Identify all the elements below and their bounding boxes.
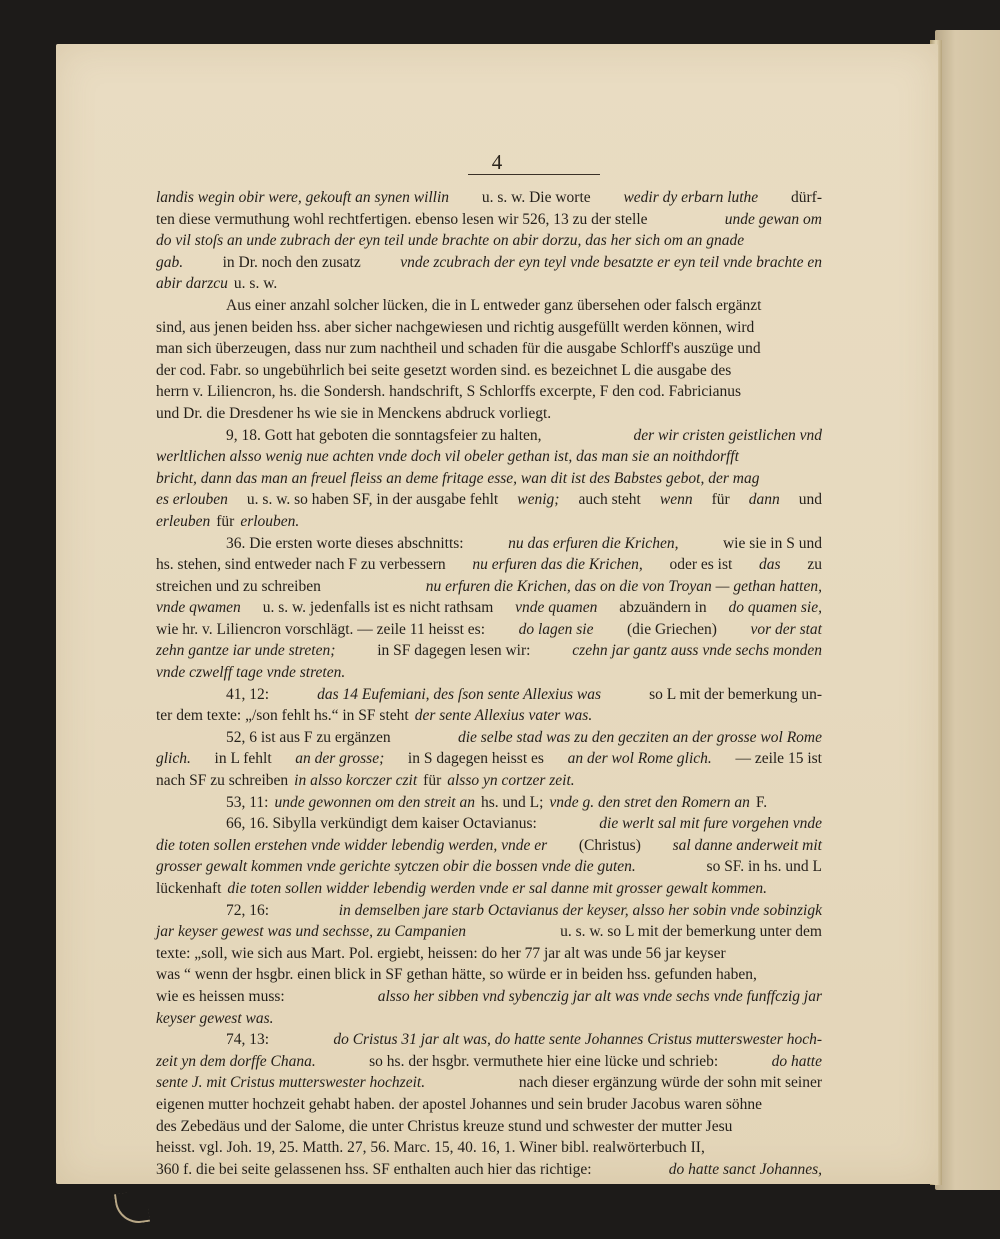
text-segment: 66, 16. Sibylla verkündigt dem kaiser Octavianus: bbox=[226, 815, 537, 833]
text-line bbox=[156, 403, 822, 425]
text-segment: (die Griechen) bbox=[627, 620, 717, 638]
text-line bbox=[156, 1029, 822, 1051]
text-line bbox=[156, 511, 822, 533]
text-segment: in S dagegen heisst es bbox=[407, 750, 544, 768]
quoted-text: czehn jar gantz auss vnde sechs monden bbox=[572, 642, 822, 660]
quoted-text: an der grosse; bbox=[295, 750, 385, 768]
text-line bbox=[156, 187, 822, 209]
text-segment: sind, aus jenen beiden hss. aber sicher nachgewiesen und richtig ausgefüllt werden können, wird bbox=[156, 318, 755, 336]
quoted-text: do hatte bbox=[771, 1052, 822, 1070]
body-text bbox=[156, 187, 822, 1180]
text-line bbox=[156, 705, 822, 727]
text-segment: u. s. w. Die worte bbox=[481, 189, 591, 206]
text-segment: Aus einer anzahl solcher lücken, die in L entweder ganz übersehen oder falsch ergänzt bbox=[226, 296, 762, 314]
quoted-text: vnde qwamen bbox=[156, 599, 241, 617]
text-line bbox=[156, 273, 822, 295]
text-segment: so hs. der hsgbr. vermuthete hier eine lücke und schrieb: bbox=[369, 1052, 719, 1070]
text-segment: nach dieser ergänzung würde der sohn mit seiner bbox=[518, 1074, 822, 1092]
text-segment: 360 f. die bei seite gelassenen hss. SF enthalten auch hier das richtige: bbox=[156, 1160, 592, 1178]
text-line bbox=[156, 619, 822, 641]
text-line bbox=[156, 964, 822, 986]
quoted-text: glich. bbox=[156, 750, 191, 768]
quoted-text: in alsso korczer czit bbox=[294, 772, 418, 790]
quoted-text: der sente Allexius vater was. bbox=[414, 707, 593, 725]
text-segment: so L mit der bemerkung un- bbox=[649, 685, 822, 703]
text-segment: hs. und L; bbox=[480, 793, 544, 811]
quoted-text: werltlichen alsso wenig nue achten vnde doch vil obeler gethan ist, das man sie an noithdorfft bbox=[156, 448, 739, 466]
text-segment: hs. stehen, sind entweder nach F zu verbessern bbox=[156, 556, 446, 574]
text-line bbox=[156, 770, 822, 792]
quoted-text: do quamen sie, bbox=[728, 599, 822, 617]
text-line bbox=[156, 468, 822, 490]
text-line bbox=[156, 921, 822, 943]
quoted-text: grosser gewalt kommen vnde gerichte sytczen obir die bossen vnde die guten. bbox=[156, 858, 636, 876]
text-segment: u. s. w. bbox=[233, 275, 278, 293]
quoted-text: vor der stat bbox=[750, 620, 822, 638]
text-segment: ten diese vermuthung wohl rechtfertigen. ebenso lesen wir 526, 13 zu der stelle bbox=[156, 210, 648, 228]
text-line bbox=[156, 1051, 822, 1073]
quoted-text: vnde quamen bbox=[515, 599, 598, 617]
text-segment: 36. Die ersten worte dieses abschnitts: bbox=[226, 534, 464, 552]
quoted-text: die toten sollen widder lebendig werden vnde er sal danne mit grosser gewalt kommen. bbox=[227, 880, 767, 897]
text-line bbox=[156, 295, 822, 317]
text-line bbox=[156, 209, 822, 231]
quoted-text: alsso her sibben vnd sybenczig jar alt was vnde sechs vnde funffczig jar bbox=[377, 987, 822, 1005]
text-line bbox=[156, 835, 822, 857]
text-segment: wie es heissen muss: bbox=[156, 987, 285, 1005]
text-line bbox=[156, 1072, 822, 1094]
text-segment: für bbox=[216, 512, 235, 530]
quoted-text: do lagen sie bbox=[518, 620, 594, 638]
quoted-text: an der wol Rome glich. bbox=[567, 750, 712, 768]
text-line bbox=[156, 640, 822, 662]
quoted-text: sente J. mit Cristus mutterswester hochzeit. bbox=[156, 1074, 426, 1092]
quoted-text: gab. bbox=[156, 253, 184, 271]
quoted-text: die werlt sal mit fure vorgehen vnde bbox=[599, 815, 822, 833]
quoted-text: der wir cristen geistlichen vnd bbox=[633, 426, 822, 444]
text-line bbox=[156, 900, 822, 922]
text-segment: 52, 6 ist aus F zu ergänzen bbox=[226, 728, 391, 746]
text-line bbox=[156, 878, 822, 900]
facing-page-edge bbox=[935, 30, 1000, 1190]
text-segment: oder es ist bbox=[669, 556, 733, 574]
quoted-text: wenig; bbox=[517, 491, 560, 509]
text-segment: so SF. in hs. und L bbox=[706, 858, 822, 876]
quoted-text: do Cristus 31 jar alt was, do hatte sente Johannes Cristus mutterswester hoch- bbox=[333, 1031, 822, 1049]
text-segment: u. s. w. jedenfalls ist es nicht rathsam bbox=[262, 599, 494, 617]
text-segment: des Zebedäus und der Salome, die unter Christus kreuze stund und schwester der mutter Jesu bbox=[156, 1117, 733, 1135]
text-segment: wie hr. v. Liliencron vorschlägt. — zeile 11 heisst es: bbox=[156, 620, 486, 638]
text-segment: herrn v. Liliencron, hs. die Sondersh. handschrift, S Schlorffs excerpte, F den cod. Fabricianus bbox=[156, 383, 741, 401]
text-segment: auch steht bbox=[578, 491, 641, 509]
text-line bbox=[156, 252, 822, 274]
text-segment: eigenen mutter hochzeit gehabt haben. der apostel Johannes und sein bruder Jacobus waren söhne bbox=[156, 1095, 763, 1113]
quoted-text: vnde czwelff tage vnde streten. bbox=[156, 664, 346, 682]
quoted-text: zeit yn dem dorffe Chana. bbox=[156, 1052, 316, 1070]
quoted-text: das bbox=[759, 556, 781, 574]
text-segment: was “ wenn der hsgbr. einen blick in SF gethan hätte, so würde er in beiden hss. gefunden haben, bbox=[156, 966, 757, 984]
text-segment: für bbox=[711, 491, 730, 509]
text-line bbox=[156, 230, 822, 252]
quoted-text: nu erfuren die Krichen, das on die von Troyan — gethan hatten, bbox=[425, 577, 822, 595]
text-segment: in SF dagegen lesen wir: bbox=[377, 642, 531, 660]
text-segment: für bbox=[423, 772, 442, 790]
text-line bbox=[156, 1094, 822, 1116]
text-segment: u. s. w. so haben SF, in der ausgabe fehlt bbox=[246, 491, 499, 509]
text-segment: man sich überzeugen, dass nur zum nachtheil und schaden für die ausgabe Schlorff's auszüge und bbox=[156, 340, 761, 358]
quoted-text: vnde g. den stret den Romern an bbox=[549, 793, 750, 811]
text-segment: dürf- bbox=[791, 189, 822, 206]
text-line bbox=[156, 727, 822, 749]
quoted-text: do hatte sanct Johannes, bbox=[668, 1160, 822, 1178]
text-line bbox=[156, 317, 822, 339]
text-segment: nach SF zu schreiben bbox=[156, 772, 289, 790]
text-line bbox=[156, 943, 822, 965]
text-segment: wie sie in S und bbox=[722, 534, 822, 552]
text-line bbox=[156, 813, 822, 835]
text-segment: abzuändern in bbox=[619, 599, 707, 617]
text-line bbox=[156, 1159, 822, 1181]
text-segment: lückenhaft bbox=[156, 880, 222, 897]
text-segment: der cod. Fabr. so ungebührlich bei seite gesetzt worden sind. es bezeichnet L die ausgabe des bbox=[156, 361, 732, 379]
quoted-text: do vil stoſs an unde zubrach der eyn teil unde brachte on abir dorzu, das her sich om an gnade bbox=[156, 232, 745, 250]
quoted-text: keyser gewest was. bbox=[156, 1009, 274, 1027]
text-segment: und bbox=[798, 491, 822, 509]
text-segment: heisst. vgl. Joh. 19, 25. Matth. 27, 56. Marc. 15, 40. 16, 1. Winer bibl. realwörterbuch II, bbox=[156, 1139, 705, 1157]
quoted-text: bricht, dann das man an freuel fleiss an deme fritage esse, wan dit ist des Babstes gebot, der mag bbox=[156, 469, 760, 487]
quoted-text: jar keyser gewest was und sechsse, zu Campanien bbox=[156, 923, 466, 941]
book-page bbox=[56, 44, 938, 1184]
text-line bbox=[156, 1116, 822, 1138]
quoted-text: abir darzcu bbox=[156, 275, 228, 293]
quoted-text: die toten sollen erstehen vnde widder lebendig werden, vnde er bbox=[156, 836, 548, 854]
text-segment: u. s. w. so L mit der bemerkung unter dem bbox=[560, 923, 822, 941]
text-line bbox=[156, 554, 822, 576]
quoted-text: in demselben jare starb Octavianus der keyser, alsso her sobin vnde sobinzigk bbox=[338, 901, 822, 919]
page-corner-curl bbox=[114, 1190, 150, 1226]
text-line bbox=[156, 360, 822, 382]
text-segment: 9, 18. Gott hat geboten die sonntagsfeier zu halten, bbox=[226, 426, 542, 444]
text-segment: (Christus) bbox=[578, 836, 641, 854]
quoted-text: unde gewan om bbox=[724, 210, 822, 228]
text-line bbox=[156, 1008, 822, 1030]
text-line bbox=[156, 792, 822, 814]
text-segment: F. bbox=[755, 793, 768, 811]
text-segment: in Dr. noch den zusatz bbox=[222, 253, 361, 271]
text-segment: streichen und zu schreiben bbox=[156, 577, 321, 595]
quoted-text: wenn bbox=[659, 491, 693, 509]
text-line bbox=[156, 338, 822, 360]
quoted-text: landis wegin obir were, gekouft an synen willin bbox=[156, 189, 450, 206]
quoted-text: nu das erfuren die Krichen, bbox=[508, 534, 679, 552]
quoted-text: wedir dy erbarn luthe bbox=[623, 189, 759, 206]
text-segment: ter dem texte: „/son fehlt hs.“ in SF steht bbox=[156, 707, 409, 725]
text-line bbox=[156, 986, 822, 1008]
text-segment: 53, 11: bbox=[226, 793, 269, 811]
quoted-text: vnde zcubrach der eyn teyl vnde besatzte er eyn teil vnde brachte en bbox=[400, 253, 822, 271]
text-segment: zu bbox=[807, 556, 822, 574]
text-line bbox=[156, 446, 822, 468]
text-line bbox=[156, 748, 822, 770]
text-segment: 41, 12: bbox=[226, 685, 270, 703]
text-line bbox=[156, 425, 822, 447]
quoted-text: alsso yn cortzer zeit. bbox=[447, 772, 575, 790]
text-segment: 74, 13: bbox=[226, 1031, 270, 1049]
quoted-text: das 14 Eufemiani, des ſson sente Allexius was bbox=[317, 685, 601, 703]
quoted-text: dann bbox=[748, 491, 780, 509]
page-number-rule bbox=[468, 174, 600, 175]
text-line bbox=[156, 1137, 822, 1159]
quoted-text: zehn gantze iar unde streten; bbox=[156, 642, 336, 660]
text-line bbox=[156, 856, 822, 878]
text-line bbox=[156, 381, 822, 403]
text-segment: und Dr. die Dresdener hs wie sie in Menckens abdruck vorliegt. bbox=[156, 404, 552, 422]
text-line bbox=[156, 684, 822, 706]
text-line bbox=[156, 662, 822, 684]
quoted-text: es erlouben bbox=[156, 491, 228, 509]
text-line bbox=[156, 597, 822, 619]
quoted-text: sal danne anderweit mit bbox=[672, 836, 822, 854]
page-number: 4 bbox=[491, 150, 503, 174]
text-segment: — zeile 15 ist bbox=[735, 750, 822, 768]
text-segment: texte: „soll, wie sich aus Mart. Pol. ergiebt, heissen: do her 77 jar alt was unde 56 jar keyser bbox=[156, 944, 726, 962]
text-segment: in L fehlt bbox=[214, 750, 272, 768]
quoted-text: erlouben. bbox=[240, 512, 300, 530]
text-line bbox=[156, 576, 822, 598]
quoted-text: erleuben bbox=[156, 512, 211, 530]
text-segment: 72, 16: bbox=[226, 901, 270, 919]
quoted-text: die selbe stad was zu den gecziten an der grosse wol Rome bbox=[457, 728, 822, 746]
text-line bbox=[156, 533, 822, 555]
quoted-text: unde gewonnen om den streit an bbox=[274, 793, 475, 811]
quoted-text: nu erfuren das die Krichen, bbox=[472, 556, 643, 574]
text-line bbox=[156, 489, 822, 511]
